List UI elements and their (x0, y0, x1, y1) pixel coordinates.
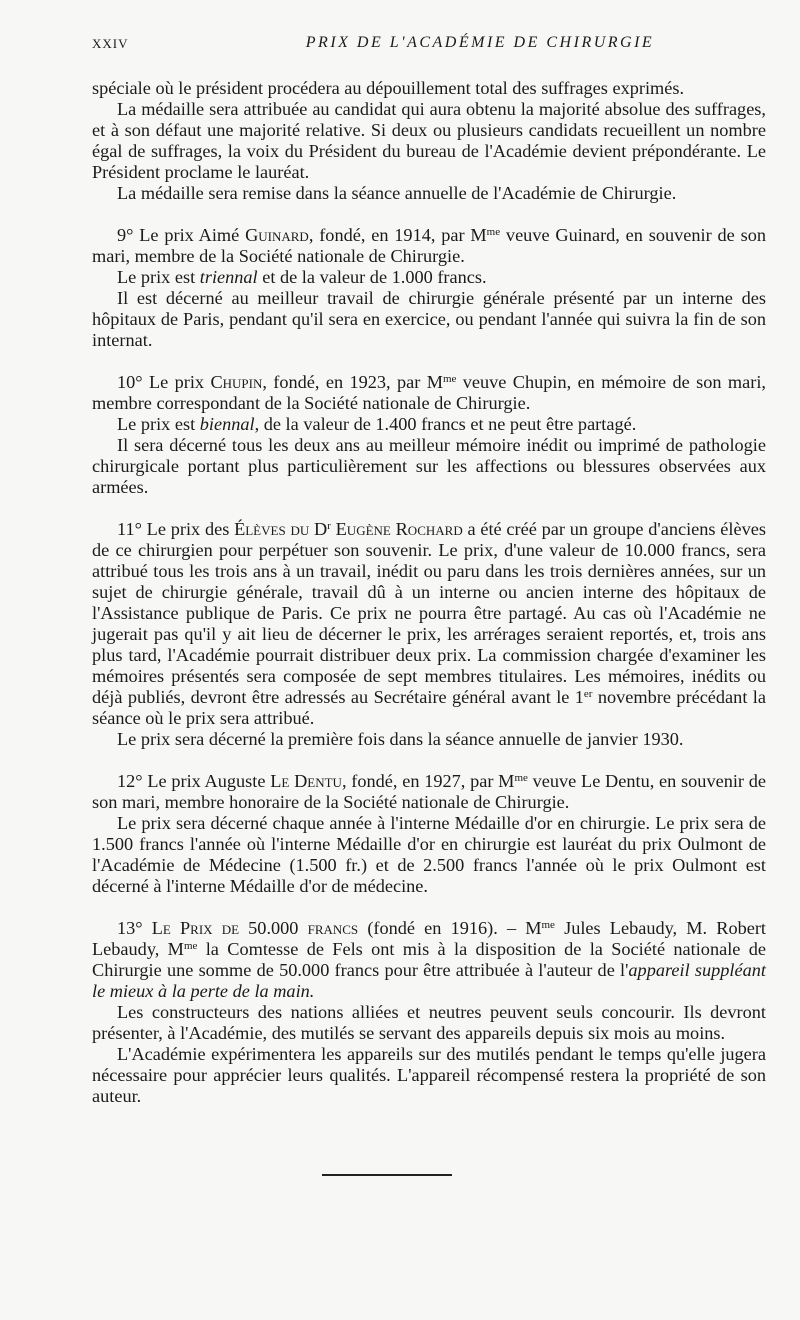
prix-10-paragraph-2: Le prix est biennal, de la valeur de 1.400 francs et ne peut être partagé. (117, 414, 637, 434)
prix-13-paragraph-2: Les constructeurs des nations alliées et neutres peuvent seuls concourir. Ils devront présenter, à l'Académie, des mutilés se servant des appareils depuis six mois au moins. (92, 1002, 766, 1043)
prix-10-paragraph: 10° Le prix Chupin, fondé, en 1923, par $M^{me}$ veuve Chupin, en mémoire de son mari, membre correspondant de la Société nationale de Chirurgie. (92, 372, 766, 413)
prix-9-number: 9° (117, 225, 134, 245)
intro-paragraph-1: spéciale où le président procédera au dépouillement total des suffrages exprimés. (92, 78, 685, 98)
prix-11-paragraph-2: Le prix sera décerné la première fois dans la séance annuelle de janvier 1930. (117, 729, 684, 749)
prix-10-paragraph-3: Il sera décerné tous les deux ans au meilleur mémoire inédit ou imprimé de pathologie chirurgicale portant plus particulièrement sur les affections ou blessures observées aux armées. (92, 435, 766, 497)
prix-13-paragraph-3: L'Académie expérimentera les appareils sur des mutilés pendant le temps qu'elle jugera nécessaire pour apprécier leurs qualités. L'appareil récompensé restera la propriété de son auteur. (92, 1044, 766, 1106)
prix-11-paragraph: 11° Le prix des Élèves du $D^r$ Eugène Rochard a été créé par un groupe d'anciens élèves de ce chirurgien pour perpétuer son souvenir. Le prix, d'une valeur de 10.000 francs, sera attribué tous les trois ans à un travail, inédit ou paru dans les trois dernières années, sur un sujet de chirurgie générale, travail dû à un interne ou ancien interne des hôpitaux de l'Assistance publique de Paris. Ce prix ne pourra être partagé. Au cas où l'Académie ne jugerait pas qu'il y ait lieu de décerner le prix, les arrérages seraient reportés, et, trois ans plus tard, l'Académie pourrait distribuer deux prix. La commission chargée d'examiner les mémoires présentés sera composée de sept membres titulaires. Les mémoires, inédits ou déjà publiés, devront être adressés au Secrétaire général avant le 1er novembre précédant la séance où le prix sera attribué. (92, 519, 766, 728)
intro-paragraph-2: La médaille sera attribuée au candidat qui aura obtenu la majorité absolue des suffrages, et à son défaut une majorité relative. Si deux ou plusieurs candidats recueillent un nombre égal de suffrages, la voix du Président du bureau de l'Académie devient prépondérante. Le Président proclame le lauréat. (92, 99, 766, 182)
prix-11-number: 11° (117, 519, 142, 539)
prix-12-paragraph-2: Le prix sera décerné chaque année à l'interne Médaille d'or en chirurgie. Le prix sera de 1.500 francs l'année où l'interne Médaille d'or en chirurgie est lauréat du prix Oulmont de l'Académie de Médecine (1.500 fr.) et de 2.500 francs l'année où le prix Oulmont est décerné à l'interne Médaille d'or de médecine. (92, 813, 766, 896)
prix-12-paragraph: 12° Le prix Auguste Le Dentu, fondé, en 1927, par $M^{me}$ veuve Le Dentu, en souvenir de son mari, membre honoraire de la Société nationale de Chirurgie. (92, 771, 767, 812)
page-body (92, 78, 766, 1107)
end-rule (322, 1174, 452, 1176)
page-number: XXIV (92, 36, 129, 51)
prix-13-number: 13° (117, 918, 143, 938)
prix-12-number: 12° (117, 771, 143, 791)
prix-10-name: Chupin (210, 372, 263, 392)
prix-11-name: Élèves du (234, 519, 310, 539)
prix-13-paragraph: 13° Le Prix de 50.000 francs (fondé en 1916). – $M^{me}$ Jules Lebaudy, M. Robert Lebaudy, $M^{me}$ la Comtesse de Fels ont mis à la disposition de la Société nationale de Chirurgie une somme de 50.000 francs pour être attribuée à l'auteur de l'appareil suppléant le mieux à la perte de la main. (92, 918, 767, 1001)
prix-9-paragraph: 9° Le prix Aimé Guinard, fondé, en 1914, par $M^{me}$ veuve Guinard, en souvenir de son mari, membre de la Société nationale de Chirurgie. (92, 225, 766, 266)
intro-paragraph-3: La médaille sera remise dans la séance annuelle de l'Académie de Chirurgie. (117, 183, 677, 203)
prix-9-paragraph-2: Le prix est triennal et de la valeur de 1.000 francs. (117, 267, 487, 287)
prix-13-name: Le Prix de 50.000 francs (142, 918, 359, 938)
prix-10-number: 10° (117, 372, 143, 392)
prix-12-name: Le Dentu (270, 771, 342, 791)
running-title: PRIX DE L'ACADÉMIE DE CHIRURGIE (305, 34, 655, 51)
prix-9-name: Guinard (245, 225, 309, 245)
prix-11-name-2: Eugène Rochard (330, 519, 463, 539)
prix-9-paragraph-3: Il est décerné au meilleur travail de chirurgie générale présenté par un interne des hôpitaux de Paris, pendant qu'il sera en exercice, ou pendant l'année qui suivra la fin de son internat. (92, 288, 766, 350)
page-header (92, 34, 768, 56)
